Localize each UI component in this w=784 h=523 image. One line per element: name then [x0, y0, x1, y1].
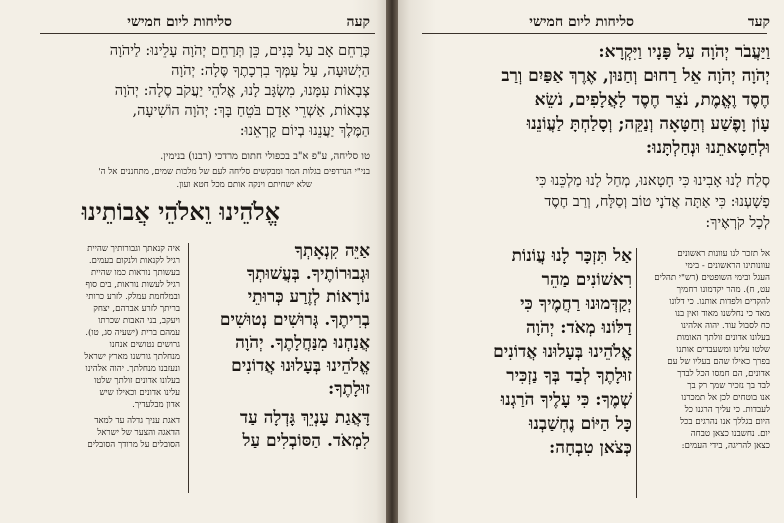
left-commentary-line: בעשותך נוראות כמו שהיית: [90, 268, 180, 278]
right-page-header-title: סליחות ליום חמישי: [529, 14, 634, 30]
left-poem-line: לִמְאֹד. הַסּוֹבְלִים עַל: [242, 431, 370, 451]
right-poem-line: יְקַדְּמוּנוּ רַחֲמֶיךָ כִּי: [520, 294, 632, 314]
left-note-line: טו סליחה, ע"פ א"ב בכפולי חתום מרדכי (רבנו) בנימין.: [160, 151, 370, 162]
left-main-line: צְבָאוֹת, אַשְׁרֵי אָדָם בֹּטֵחַ בָּךְ: יְהֹוָה הוֹשִׁיעָה,: [132, 103, 370, 119]
right-commentary-line: כח לסבול עוד. יהוה אלהינו: [680, 321, 770, 331]
left-main-line: כְּרַחֵם אָב עַל בָּנִים, כֵּן תְּרַחֵם יְהֹוָה עָלֵינוּ: לַיהֹוָה: [109, 43, 370, 59]
right-commentary-line: היום בגללך אנו נהרגים בכל: [680, 417, 770, 427]
left-commentary-line: הסובלים על מרודך הסובלים: [87, 440, 180, 450]
left-commentary-line: ויעקב, בני האבות שכרתו: [98, 316, 180, 326]
right-poem-line: זוּלָתֶךָ לְבַד בְּךָ נַזְכִּיר: [506, 366, 632, 386]
book-gutter: [386, 0, 398, 523]
right-commentary-line: אדונים, הם חמסו הכל לבדך: [677, 369, 770, 379]
right-main-line: פָשָׁעְנוּ: כִּי אַתָּה אֲדֹנָי טוֹב וְסַלָּח, וְרַב חֶסֶד: [544, 194, 770, 210]
left-main-line: צְבָאוֹת עִמָּנוּ, מִשְׂגָּב לָנוּ, אֱלֹהֵי יַעֲקֹב סֶלָה: יְהֹוָה: [114, 83, 370, 99]
right-main-line: לְכָל קֹרְאֶיךָ:: [705, 215, 770, 231]
left-main-line: הַמֶּלֶךְ יַעֲנֵנוּ בְיוֹם קָרְאֵנוּ:: [239, 123, 370, 139]
left-page-number: קעה: [346, 14, 370, 30]
left-commentary-line: עלינו אדונים וכאילו שיש: [99, 388, 180, 398]
right-commentary-line: יום. נחשבנו כצאן טבחה: [690, 429, 770, 439]
left-commentary-line: גרושים נטושים אנחנו: [109, 340, 180, 350]
left-commentary-line: רגיל לעשות נוראות, בים סוף: [85, 280, 180, 290]
right-poem-line: אֱלֹהֵינוּ בְּעָלוּנוּ אֲדוֹנִים: [493, 342, 632, 362]
left-note-line: בני"י הנרדפים בגלות המר ומבקשים סליחה לעם של מלכות שמים, מתחננים אל ה': [98, 167, 370, 177]
right-poem-line: דַלּוֹנוּ מְאֹד: יְהֹוָה: [525, 318, 632, 338]
right-poem-line: רִאשׁוֹנִים מַהֵר: [541, 270, 632, 290]
right-page: [392, 0, 784, 523]
right-poem-line: כְּצֹאן טִבְחָה:: [549, 438, 632, 458]
right-commentary-line: שלטו עלינו ומשעבדים אותנו: [676, 345, 770, 355]
left-note-line: שלא ישחיתם וינקה אותם מכל חטא ועון.: [176, 180, 312, 190]
right-commentary-line: אנו בוטחים לכן אל תמכרנו: [681, 393, 770, 403]
right-commentary-line: אל תזכר לנו עוונות ראשונים: [677, 249, 770, 259]
right-column-separator: [636, 248, 637, 498]
left-commentary-line: איה קנאתך וגבורותיך שהיית: [87, 244, 180, 254]
right-commentary-line: כצאן להריגה, בידי העמים:: [681, 441, 770, 451]
right-commentary-line: להקדים ולפדות אותנו. כי דלונו: [669, 297, 770, 307]
right-commentary-line: העגל ובימי השופטים (רש"י תהלים: [654, 273, 770, 283]
left-poem-line: דָּאֲגַת עָנְיֵךְ גָּדְלָה עַד: [239, 408, 370, 428]
right-commentary-line: עוונותינו הראשונים - בימי: [685, 261, 770, 271]
left-commentary-line: דאגת עניך גדלה עד למאד: [94, 416, 180, 426]
left-commentary-line: בעלונו אדונים זולתך שלטו: [94, 376, 180, 386]
right-main-line: חֶסֶד וֶאֱמֶת, נֹצֵר חֶסֶד לָאֲלָפִים, נֹשֵׂא: [534, 90, 770, 110]
left-poem-line: אַיֵּה קִנְאָתְךָ: [294, 241, 370, 261]
right-main-line: וּלְחַטָּאתֵנוּ וּנְחַלְתָּנוּ:: [645, 138, 770, 158]
right-poem-line: אַל תִּזְכָּר לָנוּ עֲוֹנוֹת: [511, 246, 632, 266]
left-commentary-line: מנחלתך גורשנו מארץ ישראל: [84, 352, 180, 362]
right-main-line: עָוֹן וָפֶשַׁע וְחַטָּאָה וְנַקֵּה; וְסָלַחְתָּ לַעֲוֹנֵנוּ: [526, 114, 770, 134]
right-poem-line: כָּל הַיּוֹם נֶחְשַׁבְנוּ: [529, 414, 632, 434]
left-poem-line: וּגְבוּרוֹתֶיךָ. בְּעֲשׁוּתְךָ: [246, 264, 370, 284]
right-header-rule: [422, 33, 767, 34]
right-main-line: יְהֹוָה יְהֹוָה אֵל רַחוּם וְחַנּוּן, אֶרֶךְ אַפַּיִם וְרַב: [501, 66, 770, 86]
right-commentary-line: בעלונו אדונים זולתך האומות: [676, 333, 770, 343]
left-commentary-line: ונעזבנו מנחלתך. יהוה אלהינו: [85, 364, 180, 374]
left-column-separator: [188, 243, 189, 493]
right-main-line: וַיַּעֲבֹר יְהֹוָה עַל פָּנָיו וַיִּקְרָא:: [598, 42, 770, 62]
left-commentary-line: עמהם ברית (ישעיה סג, טו).: [85, 328, 180, 338]
left-commentary-line: הדאגה והצער של ישראל: [97, 428, 180, 438]
right-commentary-line: מאד כי נחלשנו מאוד ואין בנו: [675, 309, 770, 319]
right-poem-line: שְׁמֶךָ: כִּי עָלֶיךָ הֹרַגְנוּ: [500, 390, 632, 410]
right-commentary-line: לבד בך נזכיר שמך רק בך: [687, 381, 770, 391]
right-commentary-line: עט, ח). מהר יקדמונו רחמיך: [676, 285, 770, 295]
left-poem-line: אֱלֹהֵינוּ בְּעָלוּנוּ אֲדוֹנִים: [231, 356, 370, 376]
right-main-line: סְלַח לָנוּ אָבִינוּ כִּי חָטָאנוּ, מְחַל לָנוּ מַלְכֵּנוּ כִּי: [535, 173, 770, 189]
section-title: אֱלֹהֵינוּ וֵאלֹהֵי אֲבוֹתֵינוּ: [81, 197, 280, 226]
left-header-rule: [40, 33, 375, 34]
left-commentary-line: ובמלחמת עמלק. לזרע כרותי: [86, 292, 180, 302]
left-commentary-line: רגיל לקנאות ולנקום בעמים.: [88, 256, 180, 266]
left-poem-line: בְרִיתֶךָ. גְּרוּשִׁים נְטוּשִׁים: [219, 310, 370, 330]
left-page-header-title: סליחות ליום חמישי: [127, 14, 232, 30]
left-poem-line: אֲנַחְנוּ מִנַּחֲלָתֶךָ. יְהֹוָה: [235, 333, 370, 353]
right-commentary-line: לעבדות. כי עליך הרגנו כל: [684, 405, 770, 415]
left-poem-line: זוּלָתֶךָ:: [327, 379, 370, 399]
right-page-number: קעד: [747, 14, 770, 30]
left-poem-line: נוֹרָאוֹת לְזֶרַע כְּרוּתֵי: [247, 287, 370, 307]
left-main-line: הַיְשׁוּעָה, עַל עַמְּךָ בִרְכָתֶךָ סֶּלָה: יְהֹוָה: [171, 63, 370, 79]
left-commentary-line: אדון מבלעדיך.: [132, 400, 180, 410]
left-commentary-line: בריתך לזרע אברהם, יצחק: [93, 304, 180, 314]
right-commentary-line: בפרך כאילו שהם בעליו של עם: [667, 357, 770, 367]
